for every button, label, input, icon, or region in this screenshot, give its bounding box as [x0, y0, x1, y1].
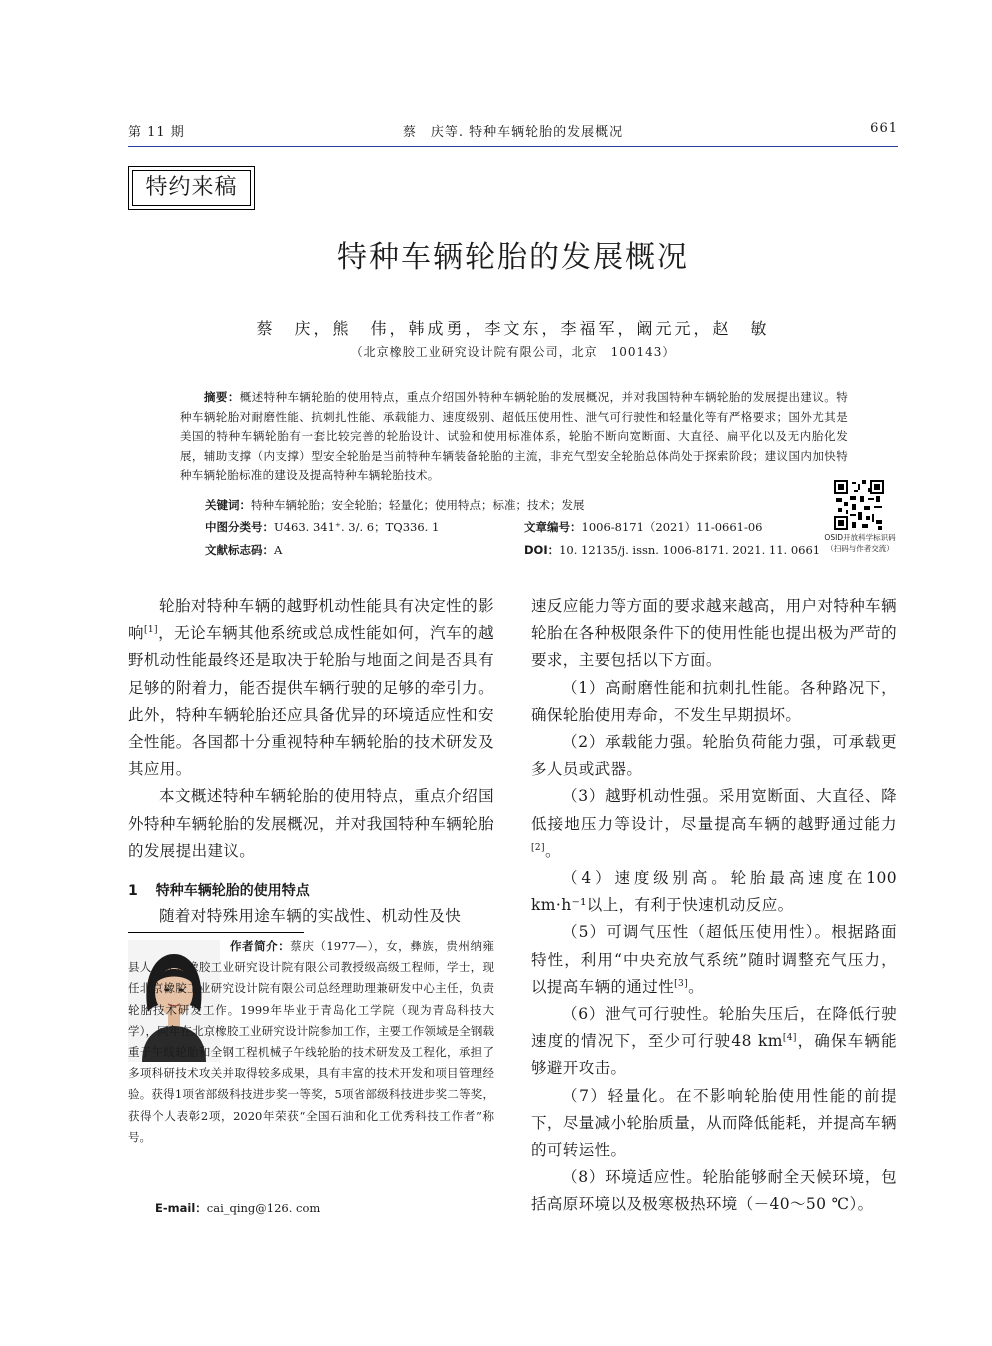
abstract-label: 摘要：	[204, 390, 240, 404]
list-item: （4）速度级别高。轮胎最高速度在100 km·h⁻¹以上，有利于快速机动反应。	[531, 869, 897, 915]
right-column-body	[531, 593, 897, 1219]
document-code	[205, 540, 282, 560]
body-paragraph: 轮胎对特种车辆的越野机动性能具有决定性的影响[1]，无论车辆其他系统或总成性能如何，汽车的越野机动性能最终还是取决于轮胎与地面之间是否具有足够的附着力，能否提供车辆行驶的足够的牵引力。此外，特种车辆轮胎还应具备优异的环境适应性和安全性能。各国都十分重视特种车辆轮胎的技术研发及其应用。	[128, 597, 495, 779]
author-list: 蔡 庆，熊 伟，韩成勇，李文东，李福军，阚元元，赵 敏	[256, 319, 770, 338]
abstract-text: 概述特种车辆轮胎的使用特点，重点介绍国外特种车辆轮胎的发展概况，并对我国特种车辆轮胎的发展提出建议。特种车辆轮胎对耐磨性能、抗刺扎性能、承载能力、速度级别、超低压使用性、泄气可行驶性和轻量化等有严格要求；国外尤其是美国的特种车辆轮胎有一套比较完善的轮胎设计、试验和使用标准体系，轮胎不断向宽断面、大直径、扁平化以及无内胎化发展，辅助支撑（内支撑）型安全轮胎是当前特种车辆装备轮胎的主流，非充气型安全轮胎总体尚处于探索阶段；建议国内加快特种车辆轮胎标准的建设及提高特种车辆轮胎技术。	[180, 390, 849, 482]
section-title: 特种车辆轮胎的使用特点	[155, 883, 310, 899]
citation-ref[interactable]: [4]	[782, 1033, 797, 1044]
qr-code-icon[interactable]	[834, 480, 884, 530]
list-item: （3）越野机动性强。采用宽断面、大直径、降低接地压力等设计，尽量提高车辆的越野通过能力[2]。	[531, 787, 897, 860]
column-label: 特约来稿	[132, 170, 251, 206]
citation-ref[interactable]: [1]	[144, 625, 158, 636]
doi-label: DOI：	[524, 543, 560, 557]
page-number: 661	[870, 121, 898, 136]
clc-text: U463. 341⁺. 3/. 6；TQ336. 1	[274, 520, 440, 534]
affiliation: （北京橡胶工业研究设计院有限公司，北京 100143）	[350, 345, 676, 359]
list-item: （8）环境适应性。轮胎能够耐全天候环境，包括高原环境以及极寒极热环境（－40～50 ℃）。	[531, 1168, 897, 1214]
list-item: （2）承载能力强。轮胎负荷能力强，可承载更多人员或武器。	[531, 733, 897, 779]
section-first-line: 随着对特殊用途车辆的实战性、机动性及快	[159, 907, 462, 925]
keywords-label: 关键词：	[205, 498, 251, 512]
column-label-box	[128, 166, 255, 210]
citation-ref[interactable]: [3]	[674, 978, 689, 989]
article-number	[524, 517, 763, 537]
bio-divider	[128, 932, 304, 933]
section-number: 1	[128, 883, 138, 899]
doi-text: 10. 12135/j. issn. 1006-8171. 2021. 11. 0661	[559, 543, 821, 557]
body-paragraph: 本文概述特种车辆轮胎的使用特点，重点介绍国外特种车辆轮胎的发展概况，并对我国特种车辆轮胎的发展提出建议。	[128, 787, 494, 860]
list-item: （7）轻量化。在不影响轮胎使用性能的前提下，尽量减小轮胎质量，从而降低能耗，并提高车辆的可转运性。	[531, 1086, 897, 1160]
clc-label: 中图分类号：	[205, 520, 274, 534]
email-address[interactable]: cai_qing@126. com	[206, 1201, 321, 1215]
keywords	[205, 495, 585, 515]
abstract	[180, 388, 848, 486]
list-item: （5）可调气压性（超低压使用性）。根据路面特性，利用“中央充放气系统”随时调整充气压力，以提高车辆的通过性[3]。	[531, 923, 897, 996]
header-rule	[128, 146, 898, 147]
doc-code-text: A	[274, 543, 283, 557]
body-paragraph: 速反应能力等方面的要求越来越高，用户对特种车辆轮胎在各种极限条件下的使用性能也提出极为严苛的要求，主要包括以下方面。	[531, 597, 897, 670]
author-email	[155, 1200, 320, 1216]
clc-number	[205, 517, 439, 537]
running-title: 蔡 庆等. 特种车辆轮胎的发展概况	[402, 125, 624, 140]
keywords-text: 特种车辆轮胎；安全轮胎；轻量化；使用特点；标准；技术；发展	[251, 498, 585, 512]
citation-ref[interactable]: [2]	[531, 842, 545, 853]
paper-title: 特种车辆轮胎的发展概况	[337, 240, 689, 275]
list-item: （1）高耐磨性能和抗刺扎性能。各种路况下，确保轮胎使用寿命，不发生早期损坏。	[531, 678, 897, 724]
email-label: E-mail：	[155, 1201, 207, 1215]
article-no-text: 1006-8171（2021）11-0661-06	[581, 520, 763, 534]
list-item: （6）泄气可行驶性。轮胎失压后，在降低行驶速度的情况下，至少可行驶48 km[4]，确保车辆能够避开攻击。	[531, 1005, 897, 1078]
issue-number: 第 11 期	[128, 125, 185, 140]
bio-label: 作者简介：	[230, 939, 291, 953]
bio-text: 蔡庆（1977—），女，彝族，贵州纳雍县人，北京橡胶工业研究设计院有限公司教授级高级工程师，学士，现任北京橡胶工业研究设计院有限公司总经理助理兼研发中心主任，负责轮胎技术研发工作。1999年毕业于青岛化工学院（现为青岛科技大学），同年在北京橡胶工业研究设计院参加工作，主要工作领域是全钢载重子午线轮胎和全钢工程机械子午线轮胎的技术研发及工程化，承担了多项科研技术攻关并取得较多成果，具有丰富的技术开发和项目管理经验。获得1项省部级科技进步奖一等奖，5项省部级科技进步奖二等奖，获得个人表彰2项，2020年荣获“全国石油和化工优秀科技工作者”称号。	[128, 939, 495, 1144]
doc-code-label: 文献标志码：	[205, 543, 274, 557]
left-column-body	[128, 593, 494, 865]
author-bio	[128, 936, 494, 1148]
article-no-label: 文章编号：	[524, 520, 582, 534]
qr-caption-line2: （扫码与作者交流）	[826, 544, 894, 553]
doi	[524, 540, 820, 560]
section-heading	[128, 880, 310, 900]
qr-caption-line1: OSID开放科学标识码	[824, 533, 896, 542]
